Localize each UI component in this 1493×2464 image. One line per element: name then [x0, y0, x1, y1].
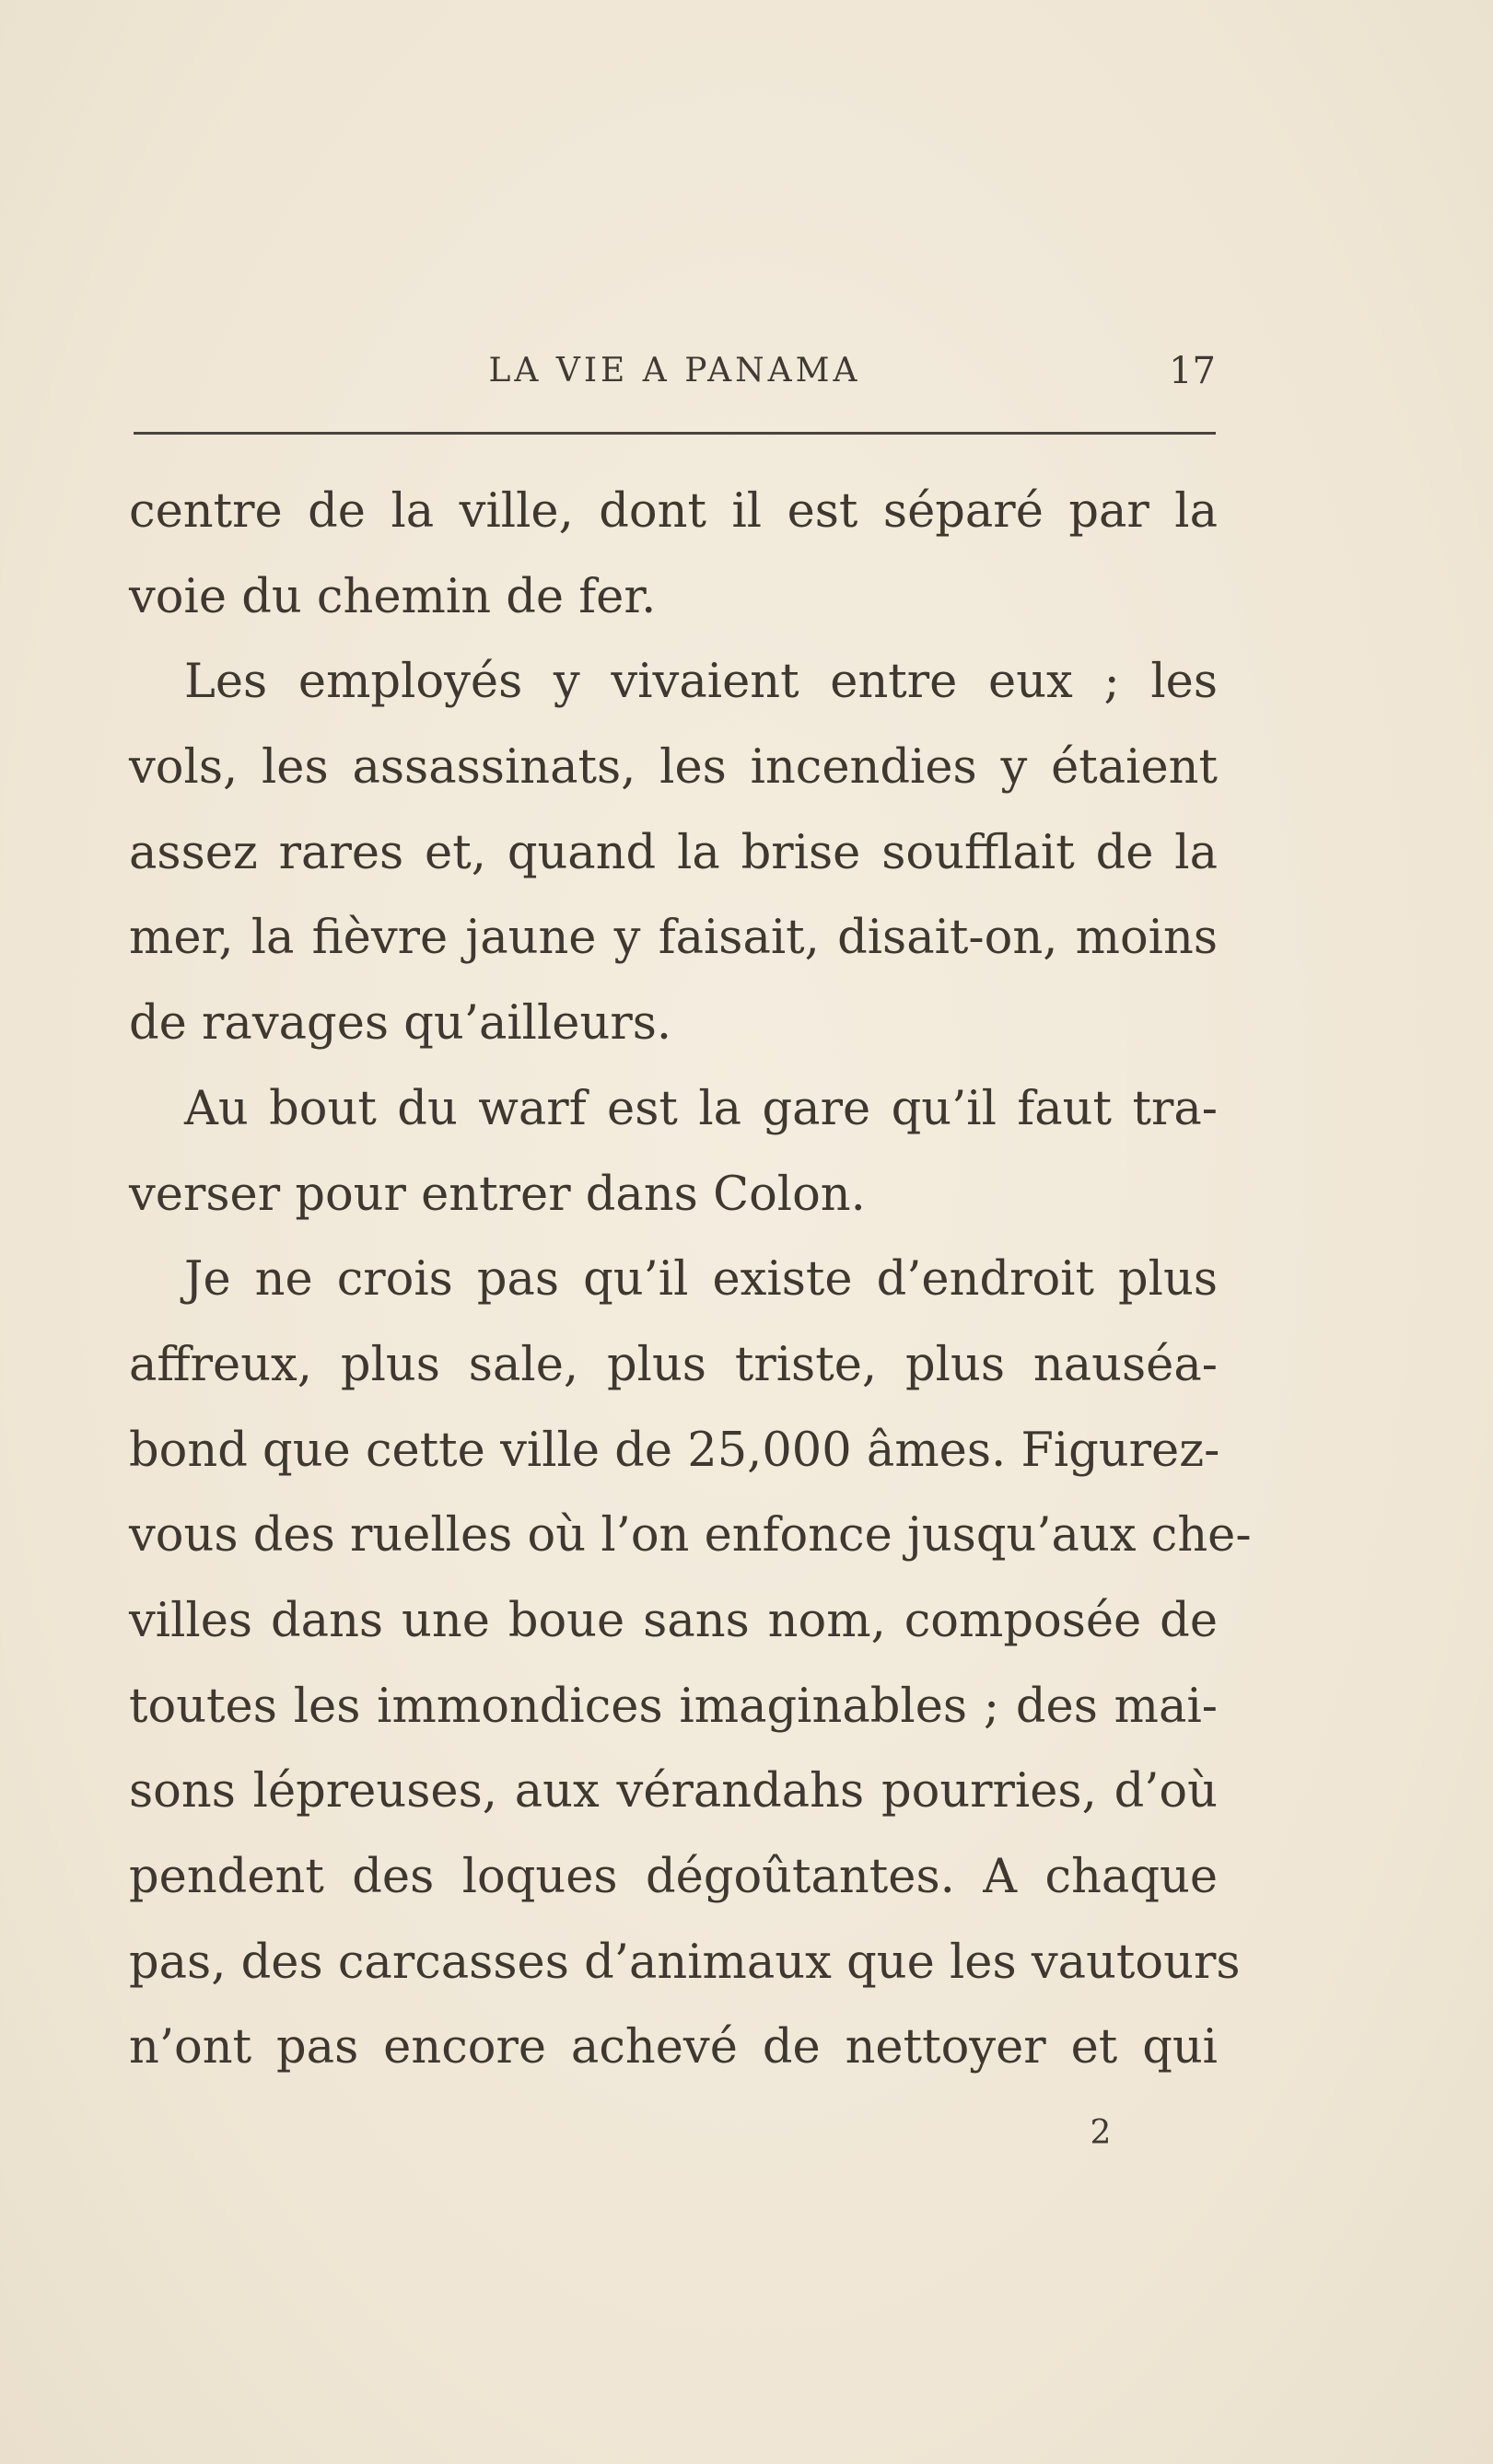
text-line: vols, les assassinats, les incendies y étaient: [129, 740, 1218, 796]
body-text: [129, 470, 1252, 2091]
text-line: affreux, plus sale, plus triste, plus nauséa-: [129, 1337, 1218, 1392]
text-line: Je ne crois pas qu’il existe d’endroit plus: [184, 1252, 1218, 1308]
text-line: Les employés y vivaient entre eux ; les: [184, 655, 1218, 710]
text-line: pas, des carcasses d’animaux que les vautours: [129, 1935, 1241, 1990]
text-line: n’ont pas encore achevé de nettoyer et qui: [129, 2020, 1218, 2075]
text-line: verser pour entrer dans Colon.: [129, 1167, 866, 1222]
running-head: [134, 348, 1216, 394]
text-line: toutes les immondices imaginables ; des mai-: [129, 1679, 1218, 1734]
running-title: LA VIE A PANAMA: [488, 352, 861, 389]
text-line: mer, la fièvre jaune y faisait, disait-on, moins: [129, 911, 1218, 966]
text-line: sons lépreuses, aux vérandahs pourries, d’où: [129, 1764, 1218, 1819]
text-line: Au bout du warf est la gare qu’il faut tra-: [184, 1081, 1218, 1136]
text-line: centre de la ville, dont il est séparé par la: [129, 484, 1218, 539]
header-rule: [134, 432, 1216, 435]
text-line: voie du chemin de fer.: [129, 569, 657, 624]
signature-mark: 2: [1090, 2114, 1112, 2152]
text-line: assez rares et, quand la brise soufflait de la: [129, 825, 1218, 880]
text-line: bond que cette ville de 25,000 âmes. Figurez-: [129, 1423, 1220, 1478]
text-line: pendent des loques dégoûtantes. A chaque: [129, 1850, 1218, 1904]
text-line: villes dans une boue sans nom, composée de: [129, 1593, 1218, 1648]
page-number: 17: [1169, 350, 1216, 392]
text-line: vous des ruelles où l’on enfonce jusqu’aux che-: [129, 1508, 1252, 1563]
text-line: de ravages qu’ailleurs.: [129, 996, 672, 1052]
